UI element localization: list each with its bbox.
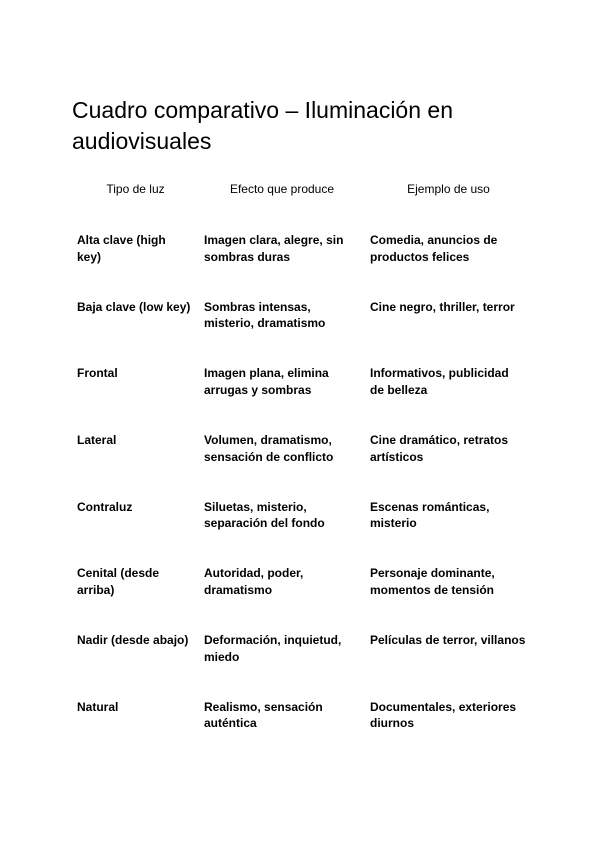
table-row: [72, 698, 532, 765]
comparison-table: [72, 178, 532, 765]
effect-cell: Deformación, inquietud, miedo: [204, 633, 342, 664]
table-row: [72, 564, 532, 631]
table-row: [72, 498, 532, 565]
light-type-cell: Nadir (desde abajo): [77, 633, 189, 648]
effect-cell: Imagen plana, elimina arrugas y sombras: [204, 366, 329, 397]
table-header-row: [72, 178, 532, 231]
example-cell: Cine negro, thriller, terror: [370, 299, 515, 314]
header-efecto-que-produce: Efecto que produce: [229, 182, 335, 196]
light-type-cell: Cenital (desde arriba): [77, 566, 160, 597]
table-row: [72, 298, 532, 365]
example-cell: Personaje dominante, momentos de tensión: [370, 566, 495, 597]
table-row: [72, 231, 532, 298]
effect-cell: Autoridad, poder, dramatismo: [204, 566, 304, 597]
light-type-cell: Lateral: [77, 433, 117, 448]
table-row: [72, 431, 532, 498]
example-cell: Comedia, anuncios de productos felices: [370, 233, 498, 264]
header-tipo-de-luz: Tipo de luz: [106, 182, 165, 196]
table-row: [72, 631, 532, 698]
example-cell: Cine dramático, retratos artísticos: [370, 433, 509, 464]
example-cell: Documentales, exteriores diurnos: [370, 699, 517, 731]
light-type-cell: Frontal: [77, 366, 118, 381]
effect-cell: Realismo, sensación auténtica: [204, 699, 323, 731]
document-title: Cuadro comparativo – Iluminación en audiovisuales: [72, 97, 453, 154]
table-row: [72, 364, 532, 431]
example-cell: Escenas románticas, misterio: [370, 499, 490, 531]
effect-cell: Siluetas, misterio, separación del fondo: [204, 499, 325, 531]
effect-cell: Sombras intensas, misterio, dramatismo: [204, 299, 326, 331]
example-cell: Películas de terror, villanos: [370, 633, 526, 648]
light-type-cell: Alta clave (high key): [77, 233, 166, 264]
effect-cell: Volumen, dramatismo, sensación de conflicto: [204, 433, 334, 464]
light-type-cell: Natural: [77, 699, 119, 714]
effect-cell: Imagen clara, alegre, sin sombras duras: [204, 233, 344, 264]
example-cell: Informativos, publicidad de belleza: [370, 366, 509, 397]
light-type-cell: Baja clave (low key): [77, 299, 191, 314]
header-ejemplo-de-uso: Ejemplo de uso: [407, 182, 490, 196]
light-type-cell: Contraluz: [77, 499, 133, 514]
